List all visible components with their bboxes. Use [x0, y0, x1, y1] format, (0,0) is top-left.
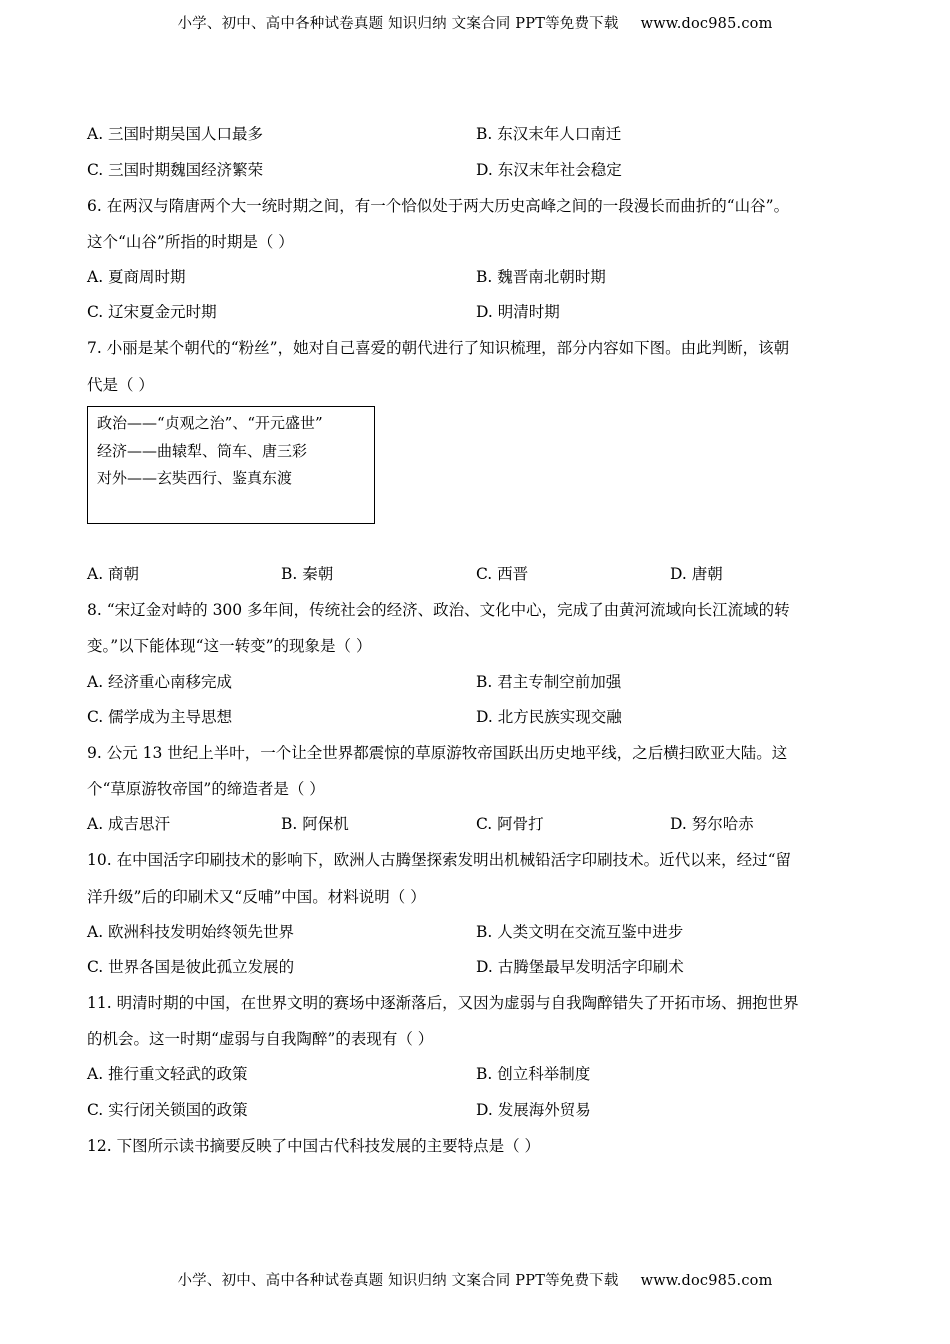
q9-option-b: B. 阿保机 [281, 815, 349, 833]
q7-option-b: B. 秦朝 [281, 565, 334, 583]
q6-stem-line1: 6. 在两汉与隋唐两个大一统时期之间，有一个恰似处于两大历史高峰之间的一段漫长而曲折的“山谷”。 [87, 197, 790, 215]
q9-stem-line2: 个“草原游牧帝国”的缔造者是（ ） [87, 780, 325, 798]
q11-option-d: D. 发展海外贸易 [476, 1101, 591, 1119]
q6-option-d: D. 明清时期 [476, 303, 560, 321]
q10-stem-line2: 洋升级”后的印刷术又“反哺”中国。材料说明（ ） [87, 888, 426, 906]
q5-option-c: C. 三国时期魏国经济繁荣 [87, 161, 264, 179]
q7-box-politics: 政治——“贞观之治”、“开元盛世” [97, 414, 323, 432]
q8-option-a: A. 经济重心南移完成 [87, 673, 233, 691]
q8-option-d: D. 北方民族实现交融 [476, 708, 622, 726]
q8-stem-line1: 8. “宋辽金对峙的 300 多年间，传统社会的经济、政治、文化中心，完成了由黄河流域向长江流域的转 [87, 601, 790, 619]
q11-option-c: C. 实行闭关锁国的政策 [87, 1101, 248, 1119]
q7-box-economy: 经济——曲辕犁、筒车、唐三彩 [97, 442, 308, 460]
q6-stem-line2: 这个“山谷”所指的时期是（ ） [87, 233, 294, 251]
q7-stem-line1: 7. 小丽是某个朝代的“粉丝”，她对自己喜爱的朝代进行了知识梳理，部分内容如下图。由此判断，该朝 [87, 339, 790, 357]
q6-option-b: B. 魏晋南北朝时期 [476, 268, 606, 286]
q8-option-c: C. 儒学成为主导思想 [87, 708, 233, 726]
q10-stem-line1: 10. 在中国活字印刷技术的影响下，欧洲人古腾堡探索发明出机械铅活字印刷技术。近代以来，经过“留 [87, 851, 792, 869]
q8-stem-line2: 变。”以下能体现“这一转变”的现象是（ ） [87, 637, 372, 655]
q9-stem-line1: 9. 公元 13 世纪上半叶，一个让全世界都震惊的草原游牧帝国跃出历史地平线，之后横扫欧亚大陆。这 [87, 744, 788, 762]
q9-option-a: A. 成吉思汗 [87, 815, 171, 833]
q6-option-a: A. 夏商周时期 [87, 268, 186, 286]
q10-option-c: C. 世界各国是彼此孤立发展的 [87, 958, 295, 976]
q5-option-a: A. 三国时期吴国人口最多 [87, 125, 264, 143]
q11-stem-line1: 11. 明清时期的中国，在世界文明的赛场中逐渐落后，又因为虚弱与自我陶醉错失了开拓市场、拥抱世界 [87, 994, 799, 1012]
q11-option-b: B. 创立科举制度 [476, 1065, 591, 1083]
q9-option-c: C. 阿骨打 [476, 815, 544, 833]
footer-site-link[interactable]: www.doc985.com [640, 1273, 773, 1289]
q7-stem-line2: 代是（ ） [87, 376, 154, 394]
q11-option-a: A. 推行重文轻武的政策 [87, 1065, 248, 1083]
q7-option-a: A. 商朝 [87, 565, 140, 583]
header-text: 小学、初中、高中各种试卷真题 知识归纳 文案合同 PPT等免费下载 [177, 16, 619, 32]
page-header [0, 12, 950, 33]
q10-option-a: A. 欧洲科技发明始终领先世界 [87, 923, 295, 941]
page-footer [0, 1269, 950, 1290]
q5-option-b: B. 东汉末年人口南迁 [476, 125, 622, 143]
q11-stem-line2: 的机会。这一时期“虚弱与自我陶醉”的表现有（ ） [87, 1030, 434, 1048]
header-site-link[interactable]: www.doc985.com [640, 16, 773, 32]
q6-option-c: C. 辽宋夏金元时期 [87, 303, 217, 321]
q8-option-b: B. 君主专制空前加强 [476, 673, 622, 691]
q7-box-foreign: 对外——玄奘西行、鉴真东渡 [97, 469, 293, 487]
q10-option-b: B. 人类文明在交流互鉴中进步 [476, 923, 684, 941]
q9-option-d: D. 努尔哈赤 [670, 815, 754, 833]
q7-option-d: D. 唐朝 [670, 565, 723, 583]
q10-option-d: D. 古腾堡最早发明活字印刷术 [476, 958, 684, 976]
footer-text: 小学、初中、高中各种试卷真题 知识归纳 文案合同 PPT等免费下载 [177, 1273, 619, 1289]
q5-option-d: D. 东汉末年社会稳定 [476, 161, 622, 179]
q7-summary-box [87, 406, 375, 524]
q12-stem-line1: 12. 下图所示读书摘要反映了中国古代科技发展的主要特点是（ ） [87, 1137, 541, 1155]
q7-option-c: C. 西晋 [476, 565, 529, 583]
